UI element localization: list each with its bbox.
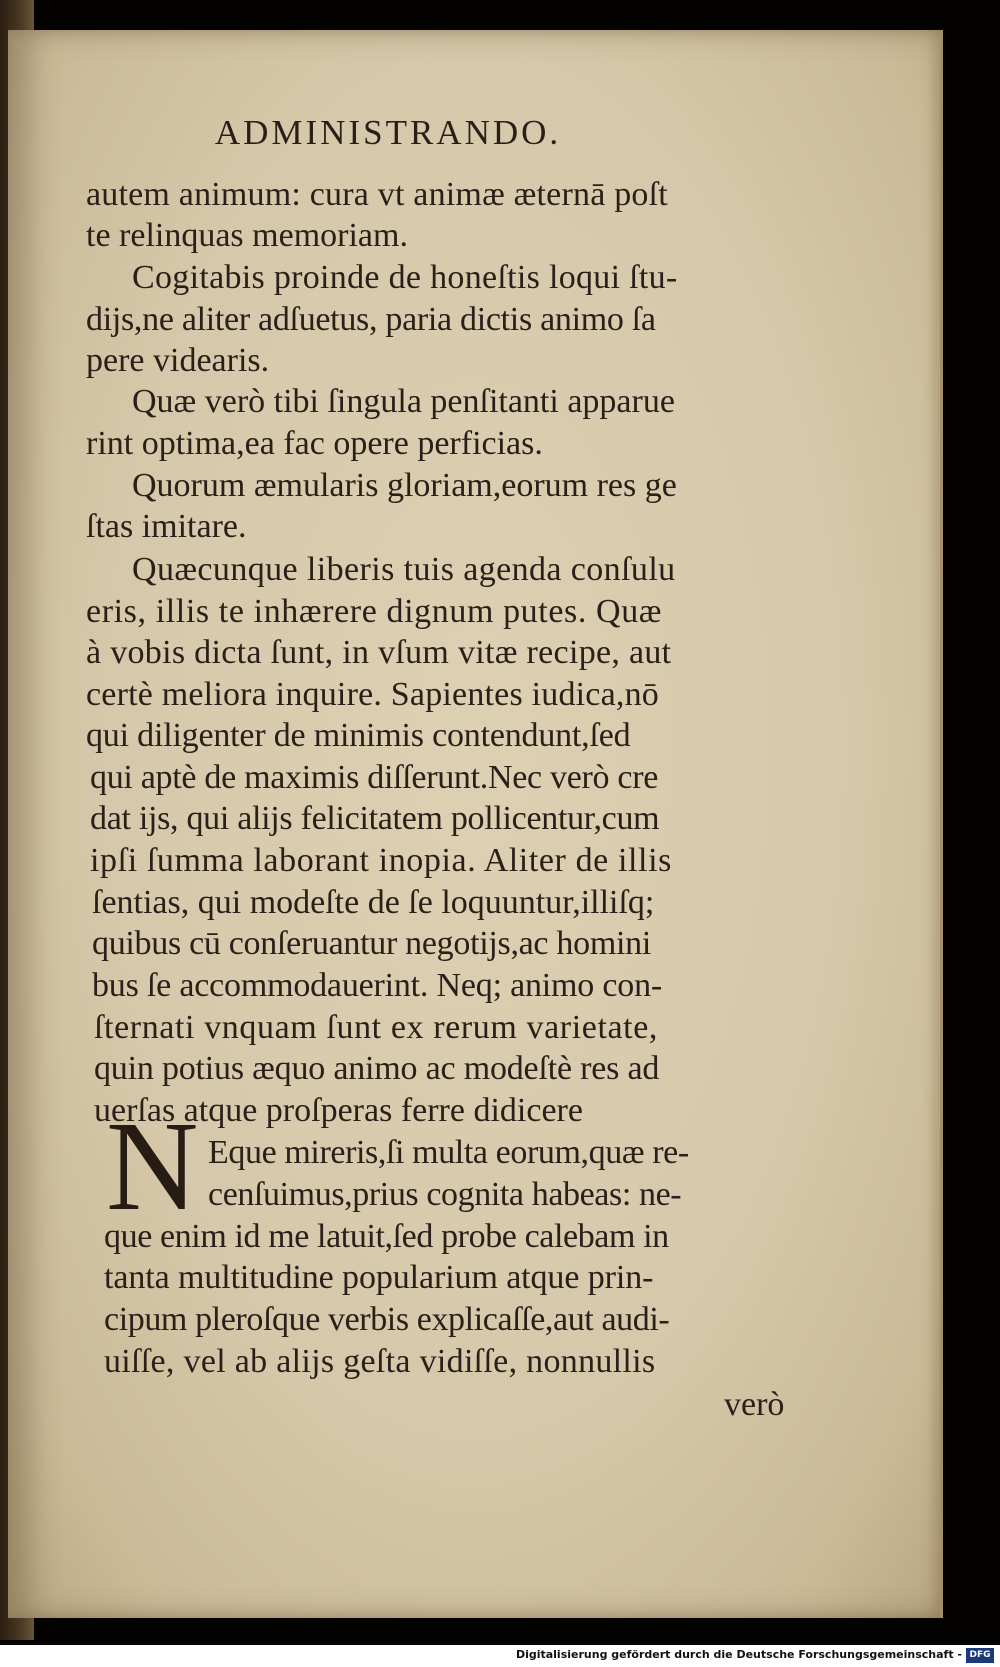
text-line: ipſi ſumma laborant inopia. Aliter de illis xyxy=(90,842,672,879)
text-line: autem animum: cura vt animæ æternā poſt xyxy=(86,176,668,213)
text-line: Quæ verò tibi ſingula penſitanti apparue xyxy=(132,383,675,420)
drop-capital: N xyxy=(106,1095,199,1237)
text-line: que enim id me latuit,ſed probe calebam in xyxy=(104,1218,669,1255)
text-line: dat ijs, qui alijs felicitatem pollicentur,cum xyxy=(90,800,660,837)
funding-credit: Digitalisierung gefördert durch die Deutsche Forschungsgemeinschaft - xyxy=(515,1648,962,1661)
text-line: qui aptè de maximis diſſerunt.Nec verò cre xyxy=(90,759,659,796)
text-line: ſentias, qui modeſte de ſe loquuntur,illiſq; xyxy=(92,884,655,921)
running-head: ADMINISTRANDO. xyxy=(214,113,562,152)
text-line: à vobis dicta ſunt, in vſum vitæ recipe, aut xyxy=(86,634,672,671)
text-line: quibus cū conſeruantur negotijs,ac homini xyxy=(92,925,651,962)
text-line: ſternati vnquam ſunt ex rerum varietate, xyxy=(94,1009,659,1046)
text-line: cipum pleroſque verbis explicaſſe,aut audi- xyxy=(104,1301,670,1338)
text-line: qui diligenter de minimis contendunt,ſed xyxy=(86,717,631,754)
text-line: quin potius æquo animo ac modeſtè res ad xyxy=(94,1050,660,1087)
text-line: eris, illis te inhærere dignum putes. Quæ xyxy=(86,593,663,630)
footer-bar xyxy=(0,1645,1000,1667)
text-line: pere videaris. xyxy=(86,342,270,379)
catchword: verò xyxy=(724,1386,785,1423)
dfg-logo: DFG xyxy=(966,1648,994,1663)
text-line: Cogitabis proinde de honeſtis loqui ſtu- xyxy=(132,259,678,296)
text-line: rint optima,ea fac opere perficias. xyxy=(86,425,543,462)
text-line: uiſſe, vel ab alijs geſta vidiſſe, nonnullis xyxy=(104,1343,656,1380)
text-line: Quæcunque liberis tuis agenda conſulu xyxy=(132,551,676,588)
text-line: cenſuimus,prius cognita habeas: ne- xyxy=(208,1176,682,1213)
text-line: ſtas imitare. xyxy=(86,508,247,545)
text-line: Quorum æmularis gloriam,eorum res ge xyxy=(132,467,677,504)
text-line: dijs,ne aliter adſuetus, paria dictis animo ſa xyxy=(86,301,656,338)
text-line: certè meliora inquire. Sapientes iudica,nō xyxy=(86,676,659,713)
text-line: te relinquas memoriam. xyxy=(86,217,408,254)
text-line: bus ſe accommodauerint. Neq; animo con- xyxy=(92,967,663,1004)
text-line: tanta multitudine popularium atque prin- xyxy=(104,1259,654,1296)
book-page xyxy=(8,30,943,1618)
text-line: Eque mireris,ſi multa eorum,quæ re- xyxy=(208,1134,689,1171)
text-line: uerſas atque proſperas ferre didicere xyxy=(94,1092,583,1129)
